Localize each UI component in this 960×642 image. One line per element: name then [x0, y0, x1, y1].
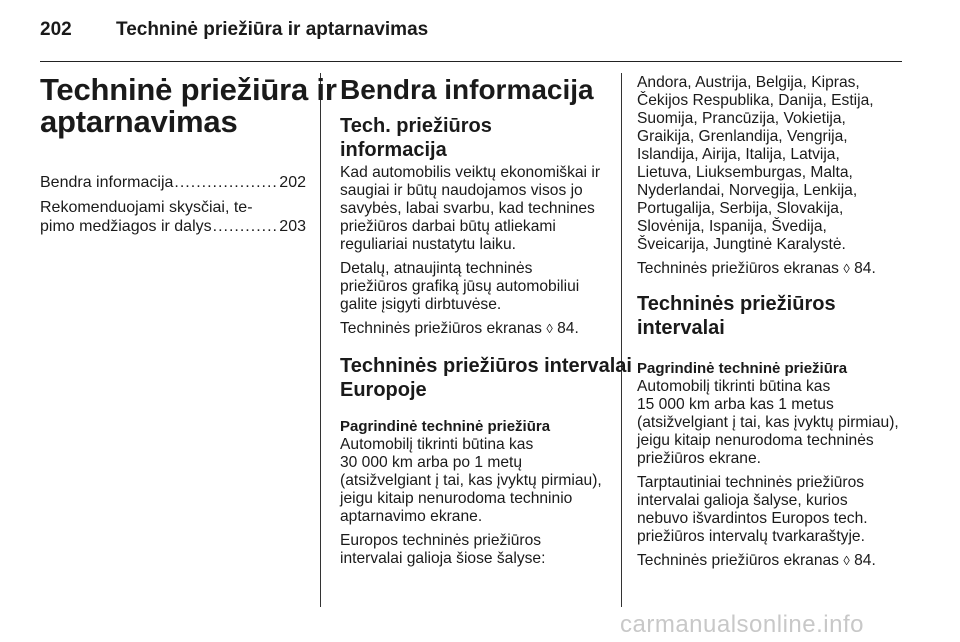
toc-entry-page: 203 [279, 218, 306, 235]
reference-arrow-icon: ◊ [843, 261, 850, 276]
toc-entry-fluids[interactable] [40, 198, 306, 236]
tech-info-paragraph: Detalų, atnaujintą techninės priežiūros grafiką jūsų automobiliui galite įsigyti dirbtuvėse. [340, 260, 580, 313]
toc-entry-page: 202 [279, 174, 306, 191]
chapter-column [40, 72, 337, 242]
service-display-reference[interactable]: Techninės priežiūros ekranas ◊ 84. [637, 260, 876, 277]
service-display-reference[interactable]: Techninės priežiūros ekranas ◊ 84. [340, 320, 579, 337]
intervals-paragraph: Tarptautiniai techninės priežiūros intervalai galioja šalyse, kurios nebuvo išvardintos Europos tech. priežiūros intervalų tvarkaraštyje. [637, 474, 868, 545]
toc-entry-label: Rekomenduojami skysčiai, te- [40, 199, 253, 216]
countries-list: Andora, Austrija, Belgija, Kipras, Čekijos Respublika, Danija, Estija, Suomija, Prancūzija, Vokietija, Graikija, Grenlandija, Vengrija, Islandija, Airija, Italija, Latvija, Lietuva, Liuksemburgas, Malta, Nyderlandai, Norvegija, Lenkija, Portugalija, Serbija, Slovakija, Slovėnija, Ispanija, Švedija, Šveicarija, Jungtinė Karalystė. [637, 74, 874, 253]
section-title: Bendra informacija [340, 74, 594, 105]
reference-arrow-icon: ◊ [546, 321, 553, 336]
column-divider [320, 73, 321, 607]
service-display-reference[interactable]: Techninės priežiūros ekranas ◊ 84. [637, 552, 876, 569]
basic-maintenance-title: Pagrindinė techninė priežiūra [340, 418, 551, 435]
basic-maintenance-title: Pagrindinė techninė priežiūra [637, 360, 848, 377]
europe-intervals-paragraph: Automobilį tikrinti būtina kas 30 000 km arba po 1 metų (atsižvelgiant į tai, kas įvyktų pirmiau), jeigu kitaip nenurodoma techninio aptarnavimo ekrane. [340, 436, 602, 525]
running-title: Techninė priežiūra ir aptarnavimas [116, 19, 429, 40]
content-column-middle [340, 74, 632, 574]
reference-arrow-icon: ◊ [843, 553, 850, 568]
tech-info-title: Tech. priežiūros informacija [340, 115, 492, 161]
tech-info-paragraph: Kad automobilis veiktų ekonomiškai ir saugiai ir būtų naudojamos visos jo savybės, labai svarbu, kad technines priežiūros darbai būtų atliekami reguliariai nustatytu laiku. [340, 164, 601, 253]
page-number: 202 [40, 19, 72, 40]
toc-entry-label: Bendra informacija [40, 174, 174, 191]
toc-entry-general-info[interactable] [40, 173, 306, 192]
header-rule [40, 61, 902, 62]
europe-intervals-title: Techninės priežiūros intervalai Europoje [340, 355, 632, 401]
toc-leader-dots [174, 173, 278, 192]
toc-leader-dots [213, 217, 279, 236]
chapter-title: Techninė priežiūra ir aptarnavimas [40, 72, 337, 139]
intervals-title: Techninės priežiūros intervalai [637, 293, 836, 339]
toc-entry-label: pimo medžiagos ir dalys [40, 218, 212, 235]
content-column-right [637, 74, 909, 576]
intervals-paragraph: Automobilį tikrinti būtina kas 15 000 km arba kas 1 metus (atsižvelgiant į tai, kas įvyktų pirmiau), jeigu kitaip nenurodoma techninės priežiūros ekrane. [637, 378, 899, 467]
europe-intervals-paragraph: Europos techninės priežiūros intervalai galioja šiose šalyse: [340, 532, 546, 567]
column-divider [621, 73, 622, 607]
watermark: carmanualsonline.info [620, 611, 864, 638]
